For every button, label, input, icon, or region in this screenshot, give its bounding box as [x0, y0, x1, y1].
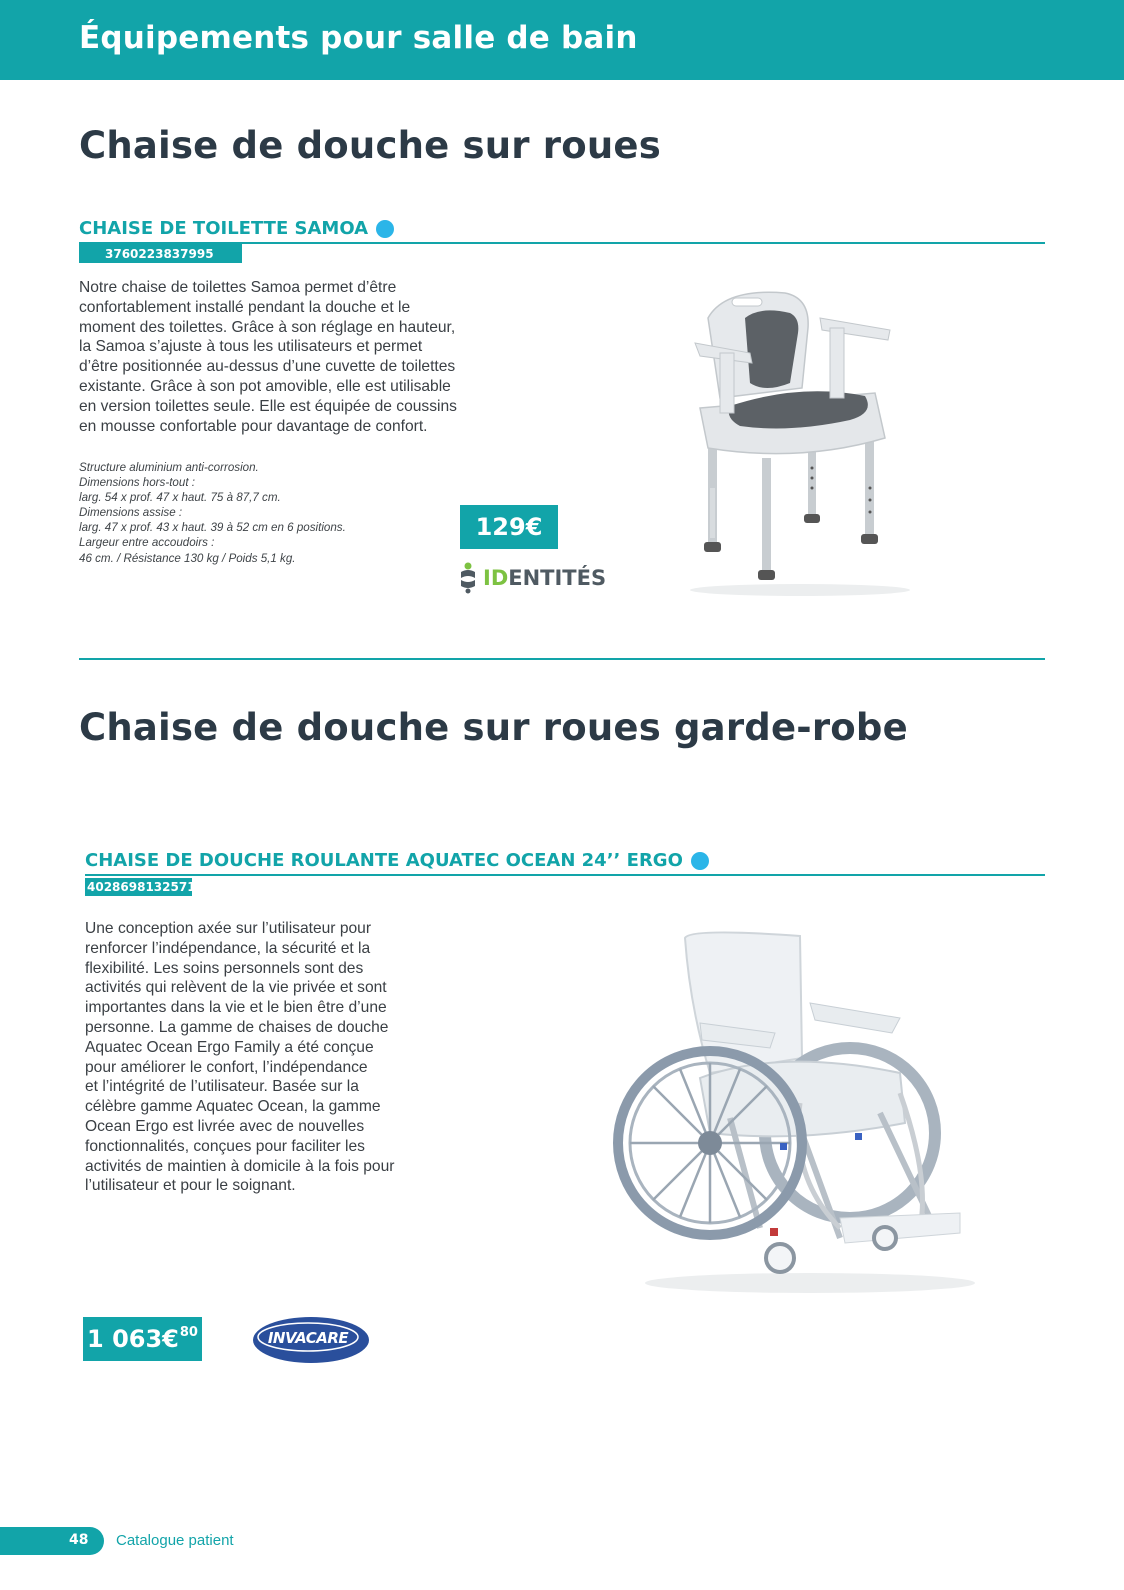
blue-dot-icon: [376, 220, 394, 238]
product-name: CHAISE DE TOILETTE SAMOA: [79, 218, 369, 239]
aquatec-chair-image: [630, 928, 975, 1298]
samoa-chair-image: [690, 288, 920, 598]
price-cents: 80: [179, 1324, 198, 1340]
product-heading-aquatec: [85, 850, 709, 871]
page-number: 48: [69, 1532, 89, 1548]
blue-dot-icon: [691, 852, 709, 870]
product-name: CHAISE DE DOUCHE ROULANTE AQUATEC OCEAN 24’’ ERGO: [85, 850, 683, 871]
product-heading-samoa: [79, 218, 394, 239]
invacare-wordmark: INVACARE: [267, 1329, 349, 1347]
identites-figure-icon: [457, 562, 479, 594]
price-main: 1 063€: [87, 1325, 179, 1353]
product-description: Notre chaise de toilettes Samoa permet d’être confortablement installé pendant la douche et le moment des toilettes. Grâce à son réglage en hauteur, la Samoa s’ajuste à tous les utilisateurs et permet d’être positionnée au-dessus d’une cuvette de toilettes existante. Grâce à son pot amovible, elle est utilisable en version toilettes seule. Elle est équipée de coussins en mousse confortable pour davantage de confort.: [79, 279, 457, 435]
ean-badge: 3760223837995: [79, 244, 242, 263]
product-rule: [85, 874, 1045, 876]
brand-logo-invacare: [252, 1315, 370, 1365]
brand-prefix: ID: [483, 566, 509, 590]
product-specs: Structure aluminium anti-corrosion. Dimensions hors-tout : larg. 54 x prof. 47 x haut. 75 à 87,7 cm. Dimensions assise : larg. 47 x prof. 43 x haut. 39 à 52 cm en 6 positions. Largeur entre accoudoirs : 46 cm. / Résistance 130 kg / Poids 5,1 kg.: [79, 461, 346, 565]
brand-logo-identites: [457, 562, 606, 594]
section-title-2: Chaise de douche sur roues garde-robe: [79, 706, 908, 749]
footer-label: Catalogue patient: [116, 1532, 234, 1549]
ean-badge: 4028698132571: [87, 880, 196, 894]
header-bar: [0, 0, 1124, 80]
page-header-title: Équipements pour salle de bain: [79, 20, 638, 56]
product-description: Une conception axée sur l’utilisateur pour renforcer l’indépendance, la sécurité et la flexibilité. Les soins personnels sont des activités qui relèvent de la vie privée et sont importantes dans la vie et le bien être d’une personne. La gamme de chaises de douche Aquatec Ocean Ergo Family a été conçue pour améliorer le confort, l’indépendance et l’intégrité de l’utilisateur. Basée sur la célèbre gamme Aquatec Ocean, la gamme Ocean Ergo est livrée avec de nouvelles fonctionnalités, conçues pour faciliter les activités de maintien à domicile à la fois pour l’utilisateur et pour le soignant.: [85, 920, 395, 1195]
section-title-1: Chaise de douche sur roues: [79, 124, 661, 167]
section-divider: [79, 658, 1045, 660]
price-tag: 129€: [460, 505, 558, 549]
brand-suffix: ENTITÉS: [508, 566, 607, 590]
price-tag: [83, 1317, 202, 1361]
